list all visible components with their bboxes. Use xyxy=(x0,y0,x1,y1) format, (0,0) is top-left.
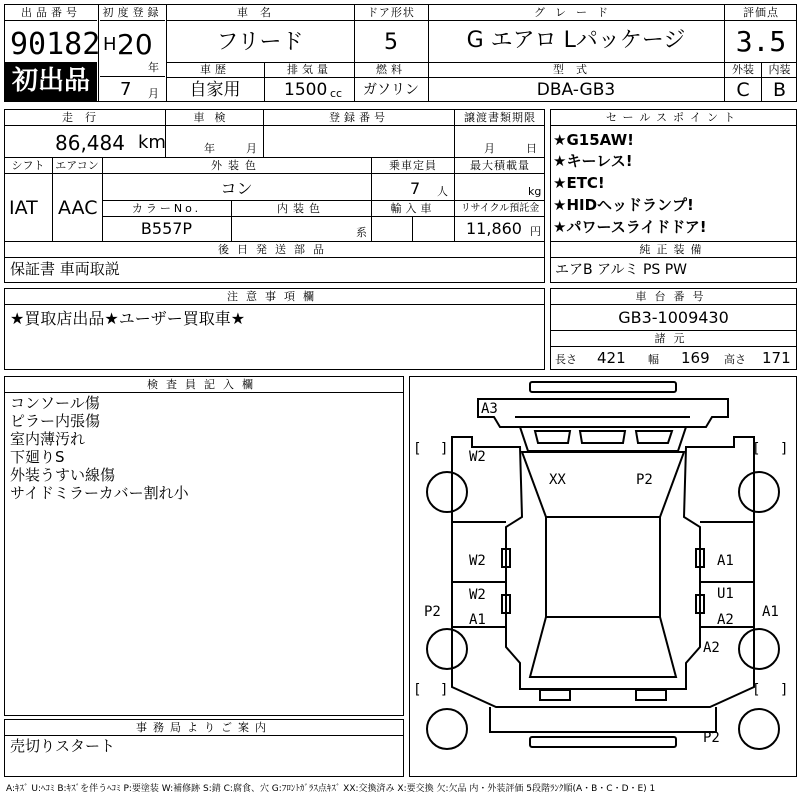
mileage-value: 86,484 xyxy=(55,131,125,155)
capacity-value: 7 xyxy=(410,179,421,198)
mark-p2-rear-bumper: P2 xyxy=(703,730,720,746)
color-no-label: カラーNo. xyxy=(131,202,202,215)
transfer-label: 譲渡書類期限 xyxy=(464,111,536,124)
mark-a1-left-quarter: A1 xyxy=(469,612,486,628)
bracket-right-close: ] xyxy=(780,441,789,457)
int-color-unit: 系 xyxy=(356,226,367,239)
grade-label: グレード xyxy=(534,6,618,19)
later-value: 保証書 車両取説 xyxy=(10,260,120,278)
width-label: 幅 xyxy=(648,353,659,366)
mileage-unit: km xyxy=(138,132,166,153)
inspection-year-unit: 年 xyxy=(204,142,215,155)
chassis-value: GB3-1009430 xyxy=(618,308,729,327)
equipment-label: 純正装備 xyxy=(639,243,708,256)
rear-bumper-outline xyxy=(530,737,676,747)
car-name: フリード xyxy=(216,30,304,55)
equipment-value: エアB アルミ PS PW xyxy=(555,262,688,278)
wheel-rear-left-icon xyxy=(427,629,467,669)
wheel-front-left-icon xyxy=(427,472,467,512)
wheel-rear-right-icon xyxy=(739,629,779,669)
wheel-front-right-icon xyxy=(739,472,779,512)
length-value: 421 xyxy=(597,349,626,367)
score-value: 3.5 xyxy=(735,25,787,58)
color-value: コン xyxy=(220,179,253,198)
tail-lamp-left xyxy=(540,690,570,700)
model-label: 型式 xyxy=(553,63,599,76)
sales-label: セールスポイント xyxy=(605,111,741,124)
doors-value: 5 xyxy=(384,30,398,55)
car-name-label: 車名 xyxy=(237,6,283,19)
model-value: DBA-GB3 xyxy=(536,80,616,100)
mark-p2-left-quarter: P2 xyxy=(424,604,441,620)
mark-a1-right-door: A1 xyxy=(717,553,734,569)
legend-note: A:ｷｽﾞ U:ﾍｺﾐ B:ｷｽﾞを伴うﾍｺﾐ P:要塗装 W:補修跡 S:錆 C:腐食、穴 G:ﾌﾛﾝﾄｶﾞﾗｽ点ｷｽﾞ XX:交換済み X:要交換 欠:欠品 内・外装評価 5段階ﾗﾝｸ順(A・B・C・D・E) 1 xyxy=(6,784,656,794)
later-label: 後日発送部品 xyxy=(218,243,332,256)
mark-w2-left-rear-door: W2 xyxy=(469,587,486,603)
doors-label: ドア形状 xyxy=(367,6,415,19)
bracket-right-open-lower: [ xyxy=(752,682,761,698)
body-outline xyxy=(452,437,754,707)
dims-label: 諸元 xyxy=(654,332,693,345)
spare-wheel-right-icon xyxy=(739,709,779,749)
front-bumper-outline xyxy=(530,382,676,392)
inspector-line: ピラー内張傷 xyxy=(10,412,101,430)
inspector-line: 室内薄汚れ xyxy=(10,430,86,448)
bracket-left-open: [ xyxy=(413,441,422,457)
interior-label: 内装 xyxy=(768,63,791,76)
displacement-value: 1500 xyxy=(284,80,328,100)
recycle-unit: 円 xyxy=(530,225,541,238)
exterior-grade: C xyxy=(736,79,750,101)
hood-outline xyxy=(478,399,728,427)
mark-a2-rear: A2 xyxy=(703,640,720,656)
inspector-line: コンソール傷 xyxy=(10,394,100,412)
sales-point: ★HIDヘッドランプ! xyxy=(553,196,694,214)
cc-unit: cc xyxy=(330,87,343,100)
ac-label: エアコン xyxy=(55,159,99,172)
roof-outline xyxy=(522,452,684,517)
height-label: 高さ xyxy=(724,353,746,366)
color-label: 外装色 xyxy=(211,159,262,172)
recycle-label: リサイクル預託金 xyxy=(460,203,540,214)
sales-point: ★キーレス! xyxy=(553,152,633,170)
car-diagram xyxy=(410,377,796,776)
month-unit: 月 xyxy=(148,87,159,100)
mark-a2-right-quarter: A2 xyxy=(717,612,734,628)
load-unit: kg xyxy=(528,185,542,198)
transfer-month-unit: 月 xyxy=(484,142,495,155)
mark-a3-front: A3 xyxy=(481,401,498,417)
year-unit: 年 xyxy=(148,61,159,74)
displacement-label: 排気量 xyxy=(287,63,332,76)
shift-value: IAT xyxy=(9,197,38,219)
inspector-line: サイドミラーカバー割れ小 xyxy=(10,484,189,502)
office-value: 売切りスタート xyxy=(10,737,116,755)
score-label: 評価点 xyxy=(743,6,779,19)
history-label: 車歴 xyxy=(200,63,230,76)
inspection-label: 車検 xyxy=(193,111,236,124)
width-value: 169 xyxy=(681,349,710,367)
int-color-label: 内装色 xyxy=(277,202,325,215)
mileage-label: 走行 xyxy=(62,111,108,124)
notice-label: 注意事項欄 xyxy=(227,290,322,303)
first-reg-month: 7 xyxy=(120,79,132,100)
capacity-unit: 人 xyxy=(437,185,448,198)
first-reg-year: 20 xyxy=(117,28,153,61)
sales-point: ★ETC! xyxy=(553,174,605,192)
interior-grade: B xyxy=(772,79,787,101)
notice-value: ★買取店出品★ユーザー買取車★ xyxy=(10,309,246,328)
first-listing-text: 初出品 xyxy=(11,66,90,96)
recycle-value: 11,860 xyxy=(466,219,522,238)
import-label: 輸入車 xyxy=(390,202,436,215)
reg-no-label: 登録番号 xyxy=(329,111,389,124)
sales-point: ★G15AW! xyxy=(553,131,634,149)
inspector-line: 外装うすい線傷 xyxy=(10,466,116,484)
fuel-value: ガソリン xyxy=(363,82,419,98)
office-label: 事務局よりご案内 xyxy=(136,721,272,734)
mark-u1-right-rear-door: U1 xyxy=(717,586,734,602)
bracket-right-close-lower: ] xyxy=(780,682,789,698)
height-value: 171 xyxy=(762,349,791,367)
mark-w2-left-door: W2 xyxy=(469,553,486,569)
history-value: 自家用 xyxy=(189,80,241,100)
tail-lamp-right xyxy=(636,690,666,700)
spare-wheel-left-icon xyxy=(427,709,467,749)
bracket-left-close: ] xyxy=(440,441,449,457)
load-label: 最大積載量 xyxy=(470,159,530,172)
grade-value: G エアロ Lパッケージ xyxy=(466,28,686,53)
fuel-label: 燃料 xyxy=(376,63,406,76)
length-label: 長さ xyxy=(555,353,577,366)
lot-number: 90182 xyxy=(10,27,101,62)
chassis-label: 車台番号 xyxy=(635,290,712,303)
lot-no-label: 出品番号 xyxy=(21,6,81,19)
bracket-left-close-lower: ] xyxy=(440,682,449,698)
inspector-line: 下廻りS xyxy=(10,448,65,466)
mark-a1-right-wheel: A1 xyxy=(762,604,779,620)
ac-value: AAC xyxy=(58,197,98,219)
color-no-value: B557P xyxy=(140,219,193,238)
transfer-day-unit: 日 xyxy=(526,142,537,155)
inspection-month-unit: 月 xyxy=(246,142,257,155)
bracket-left-open-lower: [ xyxy=(413,682,422,698)
sales-point: ★パワースライドドア! xyxy=(553,218,707,236)
mark-p2-roof: P2 xyxy=(636,472,653,488)
exterior-label: 外装 xyxy=(732,63,754,76)
inspector-label: 検査員記入欄 xyxy=(147,378,261,391)
first-reg-label: 初度登録 xyxy=(102,6,163,19)
bracket-right-open: [ xyxy=(752,441,761,457)
shift-label: シフト xyxy=(11,159,45,172)
capacity-label: 乗車定員 xyxy=(389,159,437,172)
era: H xyxy=(103,34,117,55)
mark-w2-left-front: W2 xyxy=(469,449,486,465)
mark-xx-windshield: XX xyxy=(549,472,566,488)
